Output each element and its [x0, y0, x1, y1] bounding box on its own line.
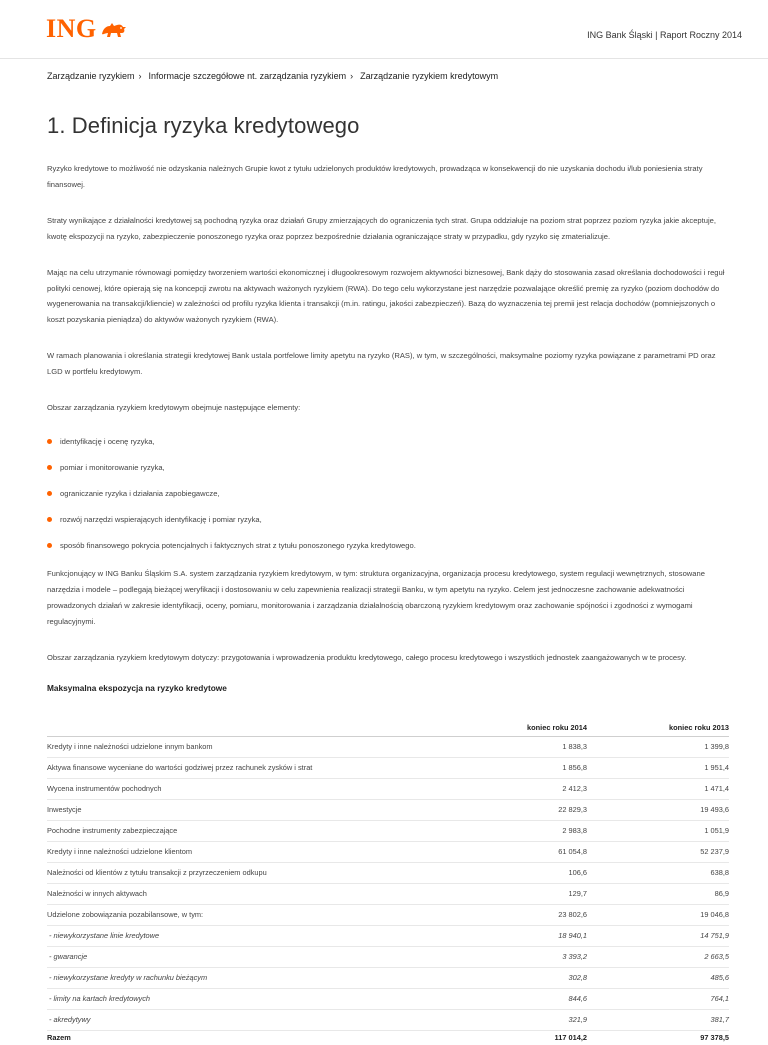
list-item	[47, 436, 729, 448]
row-label: - akredytywy	[47, 1009, 457, 1030]
table-title: Maksymalna ekspozycja na ryzyko kredytowe	[47, 682, 227, 693]
elements-list	[47, 436, 729, 552]
value-2013: 1 399,8	[587, 736, 729, 757]
breadcrumb-item[interactable]: Zarządzanie ryzykiem kredytowym	[360, 71, 499, 81]
table-row	[47, 862, 729, 883]
list-item-text: ograniczanie ryzyka i działania zapobiegawcze,	[60, 488, 220, 498]
table-row	[47, 1009, 729, 1030]
report-title: ING Bank Śląski | Raport Roczny 2014	[587, 30, 742, 40]
list-item	[47, 514, 729, 526]
value-2014: 321,9	[457, 1009, 587, 1030]
value-2014: 22 829,3	[457, 799, 587, 820]
value-2014: 2 412,3	[457, 778, 587, 799]
row-label: - limity na kartach kredytowych	[47, 988, 457, 1009]
row-label: Razem	[47, 1033, 71, 1042]
value-2014: 1 838,3	[457, 736, 587, 757]
value-2014: 3 393,2	[457, 946, 587, 967]
breadcrumb	[47, 71, 498, 81]
header-2013: koniec roku 2013	[587, 720, 729, 737]
value-2013: 14 751,9	[587, 925, 729, 946]
row-label: Kredyty i inne należności udzielone innym bankom	[47, 736, 457, 757]
table-row	[47, 820, 729, 841]
row-label: Należności od klientów z tytułu transakcji z przyrzeczeniem odkupu	[47, 862, 457, 883]
value-2013: 1 051,9	[587, 820, 729, 841]
value-2014: 23 802,6	[457, 904, 587, 925]
bullet-dot-icon	[47, 543, 52, 548]
ing-logo[interactable]	[46, 16, 128, 42]
breadcrumb-separator: ›	[138, 71, 142, 81]
value-2013: 1 471,4	[587, 778, 729, 799]
row-label: Należności w innych aktywach	[47, 883, 457, 904]
list-item	[47, 488, 729, 500]
list-item-text: sposób finansowego pokrycia potencjalnych i faktycznych strat z tytułu ponoszonego ryzyka kredytowego.	[60, 540, 416, 550]
paragraph: W ramach planowania i określania strategii kredytowej Bank ustala portfelowe limity apetytu na ryzyko (RAS), w tym, w szczególności, maksymalne poziomy ryzyka powiązane z parametrami PD oraz LGD w portfelu kredytowym.	[47, 351, 716, 377]
row-label: - gwarancje	[47, 946, 457, 967]
list-item-text: identyfikację i ocenę ryzyka,	[60, 436, 155, 446]
table-row	[47, 778, 729, 799]
paragraph: Mając na celu utrzymanie równowagi pomiędzy tworzeniem wartości ekonomicznej i długookresowym rozwojem aktywności biznesowej, Bank dąży do stosowania zasad określania dochodowości i reguł polityki cenowej, które opierają się na koncepcji zwrotu na aktywach ważonych ryzykiem (RWA). Do tego celu wykorzystane jest narzędzie pozwalające określić premię za ryzyko (poziom dochodów do wygenerowania na transakcji/kliencie) w zależności od profilu ryzyka klienta i transakcji (m.in. ratingu, jakości zabezpieczeń). Bazą do wyznaczenia tej premii jest relacja dochodów (pomniejszonych o koszt pozyskania pieniądza) do aktywów ważonych ryzykiem (RWA).	[47, 267, 725, 325]
breadcrumb-separator: ›	[350, 71, 354, 81]
value-2013: 2 663,5	[587, 946, 729, 967]
logo-text: ING	[46, 14, 97, 43]
table-row	[47, 883, 729, 904]
page-title: 1. Definicja ryzyka kredytowego	[47, 113, 360, 138]
table-row	[47, 757, 729, 778]
table-row	[47, 841, 729, 862]
header-divider	[0, 58, 768, 59]
row-label: - niewykorzystane kredyty w rachunku bieżącym	[47, 967, 457, 988]
value-2014: 302,8	[457, 967, 587, 988]
table-row	[47, 904, 729, 925]
value-2014: 844,6	[457, 988, 587, 1009]
value-2013: 19 046,8	[587, 904, 729, 925]
table-row	[47, 946, 729, 967]
row-label: Inwestycje	[47, 799, 457, 820]
paragraph: Ryzyko kredytowe to możliwość nie odzyskania należnych Grupie kwot z tytułu udzielonych produktów kredytowych, prowadząca w konsekwencji do nie uzyskania dochodu i/lub poniesienia straty finansowej.	[47, 164, 703, 189]
value-2014: 61 054,8	[457, 841, 587, 862]
paragraph: Funkcjonujący w ING Banku Śląskim S.A. system zarządzania ryzykiem kredytowym, w tym: struktura organizacyjna, organizacja procesu kredytowego, system regulacji wewnętrznych, stosowane narzędzia i modele – podlegają bieżącej weryfikacji i dostosowaniu w celu zapewnienia realizacji strategii Banku, w tym apetytu na ryzyko. Celem jest jednoczesne zachowanie adekwatności prowadzonych działań w zakresie identyfikacji, oceny, pomiaru, monitorowania i zarządzania działalnością obarczoną ryzykiem kredytowym oraz zachowanie spójności i zgodności z wymogami regulacyjnymi.	[47, 568, 705, 626]
main-content	[47, 161, 729, 1045]
header-label	[47, 720, 457, 737]
list-item	[47, 540, 729, 552]
list-item-text: rozwój narzędzi wspierających identyfikację i pomiar ryzyka,	[60, 514, 262, 524]
table-body	[47, 736, 729, 1045]
bullet-dot-icon	[47, 491, 52, 496]
row-label: Aktywa finansowe wyceniane do wartości godziwej przez rachunek zysków i strat	[47, 757, 457, 778]
value-2013: 1 951,4	[587, 757, 729, 778]
table-row	[47, 736, 729, 757]
table-header-row	[47, 720, 729, 737]
value-2014: 129,7	[457, 883, 587, 904]
value-2014: 106,6	[457, 862, 587, 883]
row-label: Wycena instrumentów pochodnych	[47, 778, 457, 799]
value-2013: 86,9	[587, 883, 729, 904]
bullet-dot-icon	[47, 465, 52, 470]
row-label: Kredyty i inne należności udzielone klientom	[47, 841, 457, 862]
table-row	[47, 799, 729, 820]
bullet-dot-icon	[47, 517, 52, 522]
value-2014: 18 940,1	[457, 925, 587, 946]
lion-icon	[100, 18, 128, 40]
row-label: - niewykorzystane linie kredytowe	[47, 925, 457, 946]
list-item	[47, 462, 729, 474]
total-row	[47, 1030, 729, 1045]
breadcrumb-item[interactable]: Informacje szczegółowe nt. zarządzania ryzykiem	[148, 71, 347, 81]
table-row	[47, 925, 729, 946]
value-2013: 638,8	[587, 862, 729, 883]
value-2014: 2 983,8	[457, 820, 587, 841]
table-row	[47, 967, 729, 988]
value-2013: 19 493,6	[587, 799, 729, 820]
paragraph: Obszar zarządzania ryzykiem kredytowym obejmuje następujące elementy:	[47, 403, 301, 413]
exposure-table	[47, 720, 729, 1045]
value-2013: 381,7	[587, 1009, 729, 1030]
header-2014: koniec roku 2014	[457, 720, 587, 737]
breadcrumb-item[interactable]: Zarządzanie ryzykiem	[47, 71, 135, 81]
value-2013: 764,1	[587, 988, 729, 1009]
bullet-dot-icon	[47, 439, 52, 444]
value-2013: 97 378,5	[700, 1033, 729, 1042]
value-2014: 117 014,2	[554, 1033, 587, 1042]
paragraph: Straty wynikające z działalności kredytowej są pochodną ryzyka oraz działań Grupy zmierzających do ograniczenia tych strat. Grupa oddziałuje na poziom strat poprzez poziom ryzyka jakie akceptuje, kwotę ekspozycji na ryzyko, zabezpieczenie ponoszonego ryzyka oraz poprzez bezpośrednie działania ograniczające straty w przypadku, gdy ryzyko się zmaterializuje.	[47, 215, 716, 241]
value-2013: 485,6	[587, 967, 729, 988]
table-row	[47, 988, 729, 1009]
value-2014: 1 856,8	[457, 757, 587, 778]
paragraph: Obszar zarządzania ryzykiem kredytowym dotyczy: przygotowania i wprowadzenia produktu kredytowego, całego procesu kredytowego i wszystkich jednostek zaangażowanych w te procesy.	[47, 652, 687, 662]
row-label: Pochodne instrumenty zabezpieczające	[47, 820, 457, 841]
page-header	[0, 0, 768, 60]
list-item-text: pomiar i monitorowanie ryzyka,	[60, 462, 165, 472]
row-label: Udzielone zobowiązania pozabilansowe, w tym:	[47, 904, 457, 925]
value-2013: 52 237,9	[587, 841, 729, 862]
